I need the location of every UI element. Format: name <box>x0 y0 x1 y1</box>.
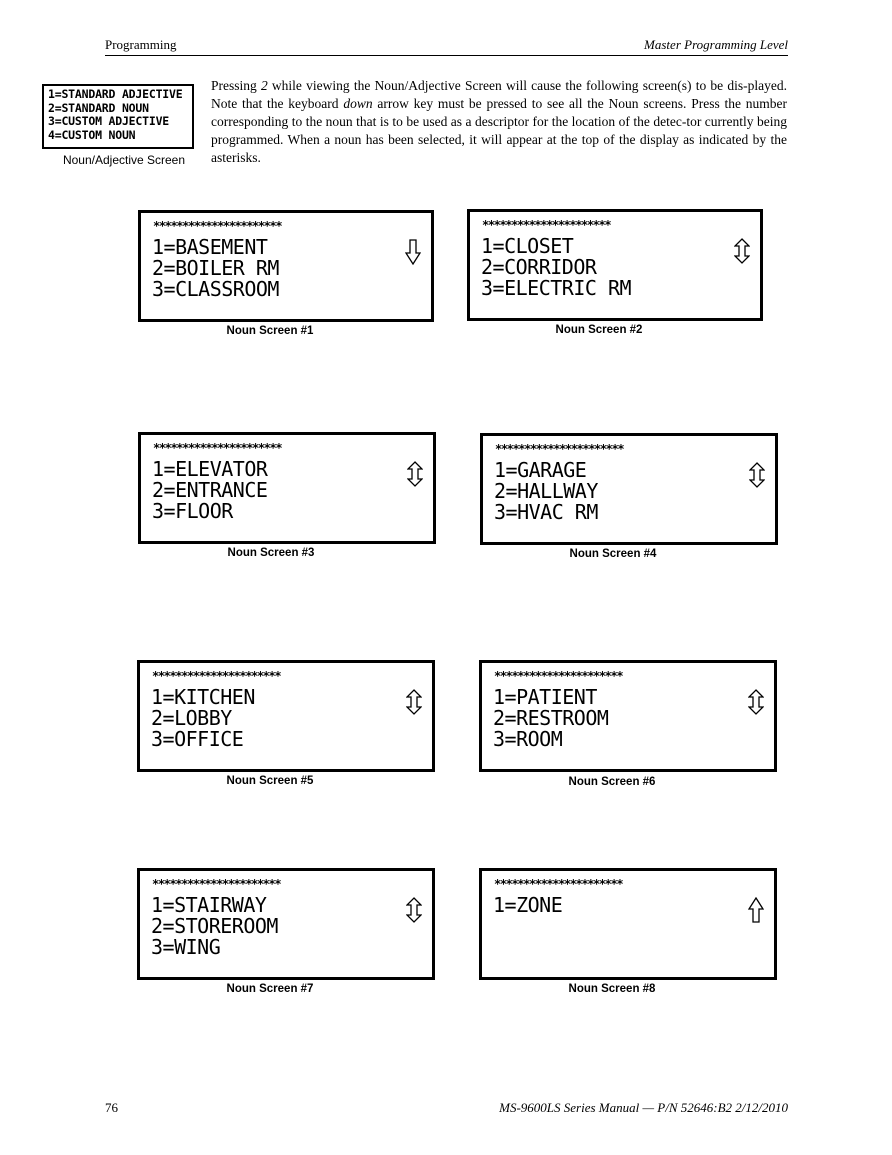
up-down-arrow-icon <box>406 897 422 923</box>
selected-noun-placeholder: ********************** <box>152 669 281 683</box>
noun-options <box>493 687 608 750</box>
noun-option: 2=RESTROOM <box>493 706 609 730</box>
up-arrow-icon <box>748 897 764 923</box>
noun-option: 1=GARAGE <box>494 458 587 482</box>
intro-text: arrow key must be pressed to see all the Noun screens. Press the number corresponding to the noun that is to be used as a descriptor for the location of the detec-tor currently being programmed. When a noun has been selected, it will appear at the top of the display as indicated by the asterisks. <box>211 96 787 165</box>
noun-screen-caption: Noun Screen #7 <box>226 983 314 995</box>
up-down-arrow-icon <box>749 462 765 488</box>
noun-option: 3=OFFICE <box>151 727 244 751</box>
noun-option: 2=BOILER RM <box>152 256 279 280</box>
noun-option: 3=ROOM <box>493 727 563 751</box>
menu-line: 1=STANDARD ADJECTIVE <box>48 87 183 101</box>
noun-options <box>151 687 255 750</box>
noun-option: 2=CORRIDOR <box>481 255 597 279</box>
intro-text: Pressing <box>211 78 261 93</box>
noun-screen <box>138 210 434 322</box>
noun-option: 3=FLOOR <box>152 499 233 523</box>
noun-adjective-caption: Noun/Adjective Screen <box>62 153 186 167</box>
noun-screen <box>480 433 778 545</box>
noun-option: 1=CLOSET <box>481 234 574 258</box>
header-section-title: Programming <box>105 37 177 52</box>
menu-line: 4=CUSTOM NOUN <box>48 127 136 142</box>
noun-option: 3=ELECTRIC RM <box>481 276 632 300</box>
noun-screen <box>467 209 763 321</box>
noun-options <box>151 895 278 958</box>
noun-option: 2=ENTRANCE <box>152 478 268 502</box>
selected-noun-placeholder: ********************** <box>495 442 624 456</box>
selected-noun-placeholder: ********************** <box>494 669 623 683</box>
noun-option: 1=PATIENT <box>493 685 597 709</box>
noun-screen <box>479 868 777 980</box>
noun-option: 2=HALLWAY <box>494 479 598 503</box>
intro-emphasis: down <box>343 96 373 111</box>
manual-reference: MS-9600LS Series Manual — P/N 52646:B2 2/12/2010 <box>499 1100 788 1115</box>
noun-screen <box>137 868 435 980</box>
noun-option: 3=CLASSROOM <box>152 277 279 301</box>
noun-option: 1=ELEVATOR <box>152 457 268 481</box>
noun-option: 2=STOREROOM <box>151 914 278 938</box>
noun-screen-caption: Noun Screen #4 <box>569 548 657 560</box>
menu-line: 3=CUSTOM ADJECTIVE <box>48 114 170 128</box>
noun-options <box>152 459 267 522</box>
intro-emphasis: 2 <box>260 78 268 93</box>
intro-paragraph <box>211 77 787 167</box>
noun-screen-caption: Noun Screen #2 <box>555 324 643 336</box>
noun-adjective-screen <box>42 84 194 149</box>
noun-options <box>493 895 562 916</box>
up-down-arrow-icon <box>406 689 422 715</box>
noun-option: 1=ZONE <box>493 893 563 917</box>
menu-line: 2=STANDARD NOUN <box>48 100 149 115</box>
noun-screen-caption: Noun Screen #8 <box>568 983 656 995</box>
noun-options <box>481 236 631 299</box>
noun-option: 1=STAIRWAY <box>151 893 267 917</box>
noun-screen <box>137 660 435 772</box>
selected-noun-placeholder: ********************** <box>482 218 611 232</box>
noun-screen-caption: Noun Screen #3 <box>227 547 315 559</box>
selected-noun-placeholder: ********************** <box>153 219 282 233</box>
header-chapter-title: Master Programming Level <box>644 37 788 52</box>
noun-screen <box>479 660 777 772</box>
noun-options <box>494 460 598 523</box>
noun-screen <box>138 432 436 544</box>
down-arrow-icon <box>405 239 421 265</box>
noun-screen-caption: Noun Screen #1 <box>226 325 314 337</box>
noun-option: 1=BASEMENT <box>152 235 268 259</box>
up-down-arrow-icon <box>748 689 764 715</box>
selected-noun-placeholder: ********************** <box>494 877 623 891</box>
noun-screen-caption: Noun Screen #5 <box>226 775 314 787</box>
noun-option: 1=KITCHEN <box>151 685 255 709</box>
header-divider <box>105 55 788 56</box>
up-down-arrow-icon <box>734 238 750 264</box>
intro-text: while viewing the Noun/Adjective Screen will cause the following screen(s) to be dis-played. Note that the keyboard <box>211 78 787 111</box>
selected-noun-placeholder: ********************** <box>152 877 281 891</box>
noun-screen-caption: Noun Screen #6 <box>568 776 656 788</box>
up-down-arrow-icon <box>407 461 423 487</box>
noun-option: 3=HVAC RM <box>494 500 598 524</box>
page-number: 76 <box>105 1100 118 1115</box>
noun-option: 2=LOBBY <box>151 706 232 730</box>
noun-option: 3=WING <box>151 935 221 959</box>
selected-noun-placeholder: ********************** <box>153 441 282 455</box>
noun-options <box>152 237 279 300</box>
